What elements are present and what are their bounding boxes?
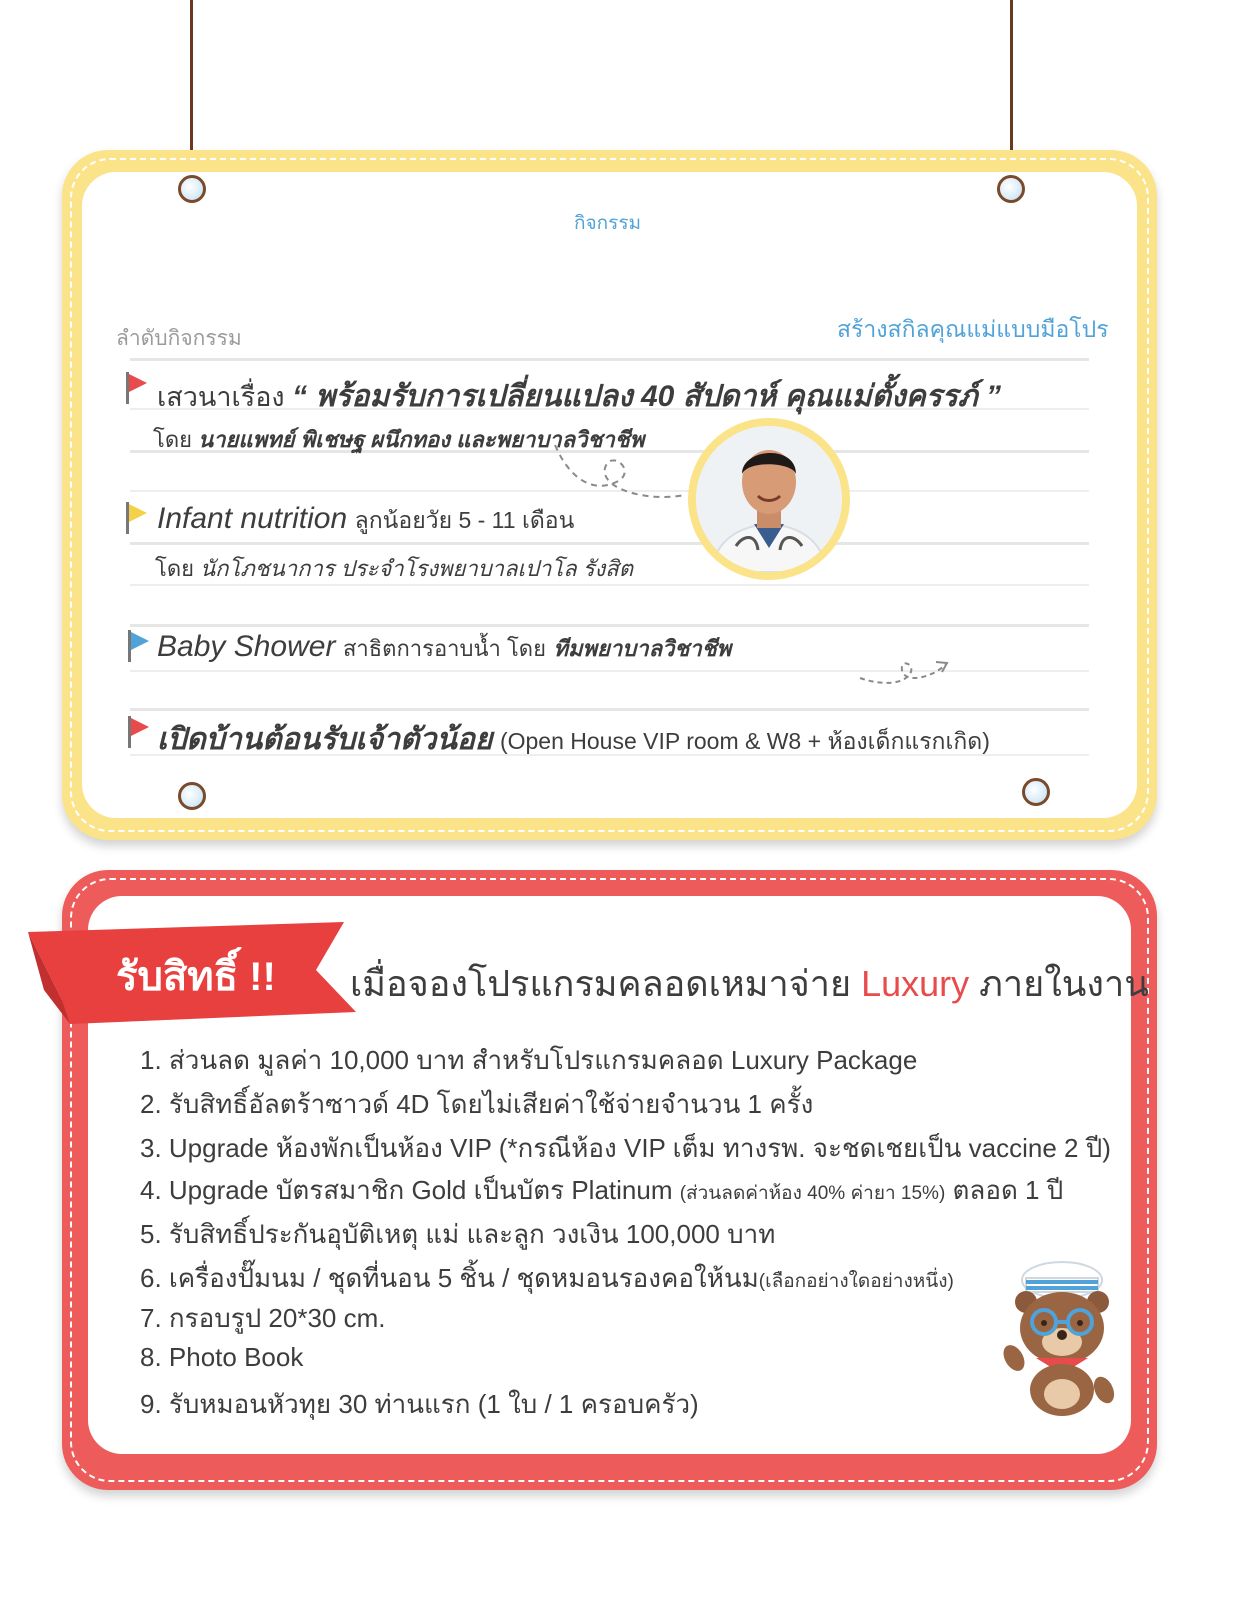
activity-3-speaker: ทีมพยาบาลวิชาชีพ: [553, 636, 732, 661]
headline-accent: Luxury: [861, 963, 970, 1004]
flag-red-icon: [126, 372, 148, 404]
flag-blue-icon: [128, 630, 150, 662]
speaker-photo-frame: [688, 418, 850, 580]
benefit-text: 4. Upgrade บัตรสมาชิก Gold เป็นบัตร Platinum: [140, 1175, 673, 1205]
benefit-note: (เลือกอย่างใดอย่างหนึ่ง): [758, 1271, 954, 1292]
activity-2-suffix: ลูกน้อยวัย 5 - 11 เดือน: [354, 507, 575, 533]
activity-3: [157, 630, 731, 666]
activity-4: [157, 716, 990, 763]
benefit-item: [140, 1170, 1063, 1211]
sequence-label: ลำดับกิจกรรม: [116, 327, 242, 350]
flag-red-icon: [128, 716, 150, 748]
grommet-icon: [178, 782, 206, 810]
card-tag: กิจกรรม: [574, 213, 642, 234]
grommet-icon: [997, 175, 1025, 203]
ruled-line: [130, 624, 1089, 627]
activity-1: [157, 373, 1001, 420]
benefits-headline: [350, 955, 1149, 1012]
headline-text-end: ภายในงาน: [979, 963, 1149, 1004]
activity-3-title: Baby Shower: [157, 630, 336, 663]
headline-text: เมื่อจองโปรแกรมคลอดเหมาจ่าย: [350, 963, 852, 1004]
benefit-tail: ตลอด 1 ปี: [952, 1175, 1064, 1205]
benefit-text: 6. เครื่องปั๊มนม / ชุดที่นอน 5 ชิ้น / ชุดหมอนรองคอให้นม: [140, 1263, 759, 1293]
benefit-item: 9. รับหมอนหัวทุย 30 ท่านแรก (1 ใบ / 1 ครอบครัว): [140, 1389, 699, 1419]
activity-2-title: Infant nutrition: [157, 502, 348, 535]
activity-4-suffix: (Open House VIP room & W8 + ห้องเด็กแรกเกิด): [499, 728, 990, 754]
benefit-item: 8. Photo Book: [140, 1342, 304, 1372]
ruled-line: [130, 708, 1089, 711]
by-prefix: โดย: [153, 427, 192, 452]
doodle-path-icon: [550, 440, 690, 510]
ribbon-label: รับสิทธิ์ !!: [116, 955, 276, 999]
by-prefix: โดย: [155, 556, 194, 581]
activity-3-suffix: สาธิตการอาบน้ำ โดย: [342, 636, 546, 661]
benefit-item: 3. Upgrade ห้องพักเป็นห้อง VIP (*กรณีห้อง VIP เต็ม ทางรพ. จะชดเชยเป็น vaccine 2 ปี): [140, 1133, 1111, 1163]
tagline: สร้างสกิลคุณแม่แบบมือโปร: [837, 316, 1109, 342]
speaker-name: นายแพทย์ พิเชษฐ ผนึกทอง และพยาบาลวิชาชีพ: [198, 427, 645, 452]
benefit-item: 7. กรอบรูป 20*30 cm.: [140, 1303, 386, 1333]
flag-yellow-icon: [126, 502, 148, 534]
activity-2: [157, 502, 574, 539]
activity-1-prefix: เสวนาเรื่อง: [157, 382, 285, 412]
activity-4-title: เปิดบ้านต้อนรับเจ้าตัวน้อย: [157, 723, 493, 756]
ruled-line: [130, 542, 1089, 545]
benefit-item: 1. ส่วนลด มูลค่า 10,000 บาท สำหรับโปรแกรมคลอด Luxury Package: [140, 1045, 918, 1075]
activity-2-speaker: [155, 551, 633, 586]
grommet-icon: [178, 175, 206, 203]
benefit-item: 2. รับสิทธิ์อัลตร้าซาวด์ 4D โดยไม่เสียค่าใช้จ่ายจำนวน 1 ครั้ง: [140, 1089, 814, 1119]
speaker-name: นักโภชนาการ ประจำโรงพยาบาลเปาโล รังสิต: [200, 556, 634, 581]
activity-1-title: “ พร้อมรับการเปลี่ยนแปลง 40 สัปดาห์ คุณแม่ตั้งครรภ์ ”: [292, 380, 1001, 413]
grommet-icon: [1022, 778, 1050, 806]
benefit-item: [140, 1258, 954, 1299]
benefit-note: (ส่วนลดค่าห้อง 40% ค่ายา 15%): [679, 1183, 946, 1204]
doodle-arrow-icon: [858, 650, 953, 690]
speaker-avatar: [696, 426, 842, 572]
bear-mascot-icon: [992, 1250, 1122, 1420]
ruled-line: [130, 358, 1089, 361]
benefit-item: 5. รับสิทธิ์ประกันอุบัติเหตุ แม่ และลูก วงเงิน 100,000 บาท: [140, 1219, 776, 1249]
